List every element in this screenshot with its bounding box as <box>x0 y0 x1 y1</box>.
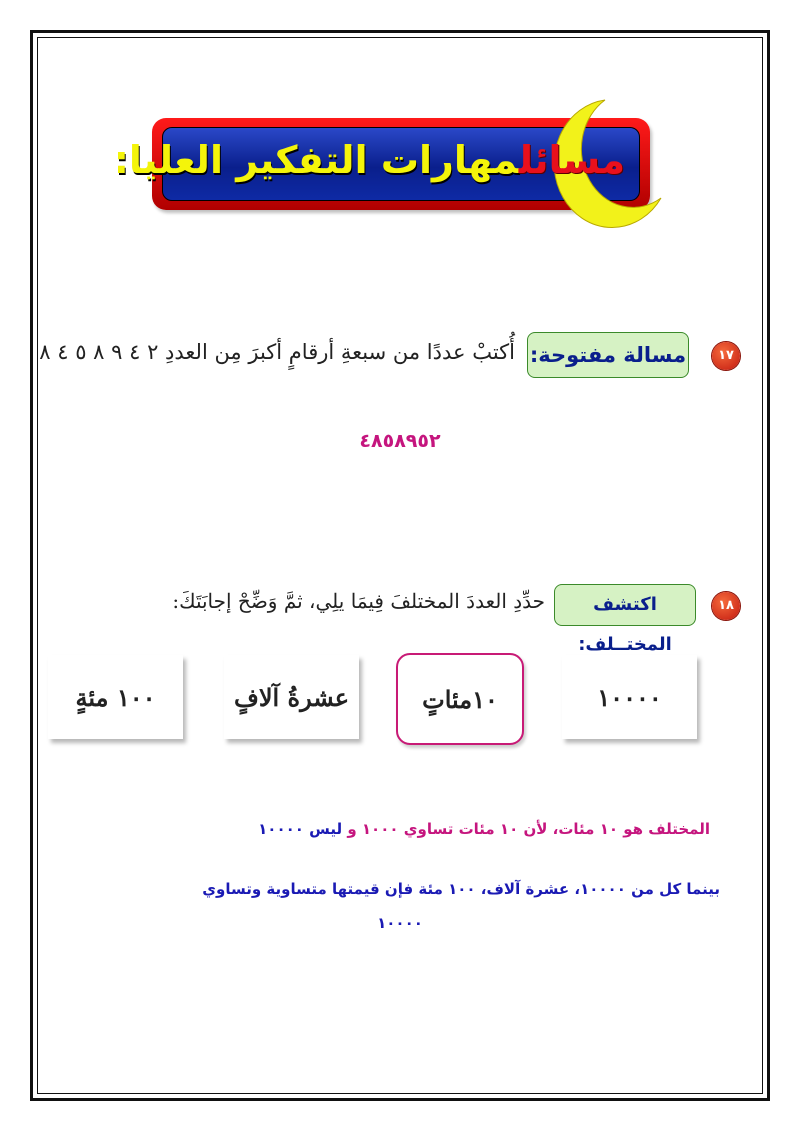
q18-answer-line-1 <box>258 820 710 838</box>
option-card-4: ١٠٠ مئةٍ <box>48 655 183 739</box>
title-banner <box>113 118 650 210</box>
q18-answer-line-1-part-a: المختلف هو ١٠ مئات، لأن ١٠ مئات تساوي ١٠٠٠ و <box>342 820 710 838</box>
q17-tag: مسالة مفتوحة: <box>527 332 689 378</box>
q17-question-text: أُكتبْ عددًا من سبعةِ أرقامٍ أكبرَ مِن العددِ ٢ ٤ ٩ ٨ ٥ ٤ ٨ <box>39 340 515 364</box>
q18-answer-line-3: ١٠٠٠٠ <box>377 914 423 932</box>
question-17-badge: ١٧ <box>712 342 740 370</box>
option-card-3: عشرةُ آلافٍ <box>224 655 359 739</box>
q18-answer-line-2: بينما كل من ١٠٠٠٠، عشرة آلاف، ١٠٠ مئة فإن قيمتها متساوية وتساوي <box>202 880 720 898</box>
q17-answer: ٤٨٥٨٩٥٢ <box>359 430 441 452</box>
title-first-word: مسائل <box>518 138 625 182</box>
option-card-2-selected: ١٠مئاتٍ <box>396 653 524 745</box>
q18-tag: اكتشف المختــلف: <box>554 584 696 626</box>
question-18-badge: ١٨ <box>712 592 740 620</box>
option-card-1: ١٠٠٠٠ <box>562 655 697 739</box>
q18-answer-line-1-part-b: ليس ١٠٠٠٠ <box>258 820 343 838</box>
title-banner-inner <box>113 127 640 201</box>
title-rest: مهارات التفكير العليا: <box>113 138 519 182</box>
q18-question-text: حدِّدِ العددَ المختلفَ فِيمَا يلِي، ثمَّ وَضِّحْ إجابَتَكَ: <box>172 589 545 613</box>
page-title <box>114 138 625 182</box>
